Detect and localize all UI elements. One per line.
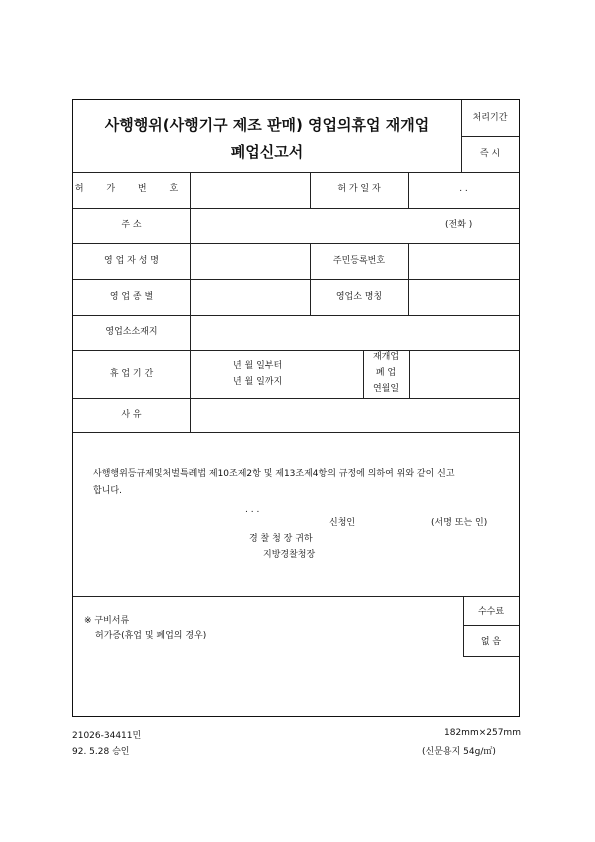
business-location-label: 영업소소재지 [105, 327, 158, 337]
business-type-label: 영 업 종 별 [109, 292, 154, 302]
closure-label: 폐 업 [375, 368, 397, 378]
reason-label: 사 유 [121, 410, 142, 420]
processing-period-value: 즉 시 [479, 149, 501, 159]
recipient-provincial-police: 지방경찰청장 [263, 550, 316, 560]
license-date-label: 허 가 일 자 [337, 184, 381, 194]
processing-period-label: 처리기간 [472, 113, 508, 123]
divider [463, 656, 519, 657]
business-name-label: 영업소 명칭 [335, 292, 383, 302]
resident-number-label: 주민등록번호 [332, 256, 386, 266]
divider [73, 208, 519, 209]
divider [461, 136, 519, 137]
required-document-item: 허가증(휴업 및 폐업의 경우) [95, 631, 207, 641]
fee-value: 없 음 [480, 637, 502, 647]
reopen-label: 재개업 [372, 352, 400, 362]
period-from[interactable]: 년 월 일부터 [233, 361, 283, 371]
address-label: 주 소 [121, 220, 142, 230]
divider [190, 172, 191, 432]
divider [73, 243, 519, 244]
paper-spec: (신문용지 54g/㎡) [422, 747, 496, 757]
license-date-value[interactable]: . . [459, 184, 468, 194]
operator-name-label: 영 업 자 성 명 [104, 256, 159, 266]
signature-label[interactable]: (서명 또는 인) [431, 518, 488, 528]
fee-label: 수수료 [477, 607, 505, 617]
divider [73, 172, 519, 173]
license-number-field[interactable] [190, 184, 310, 195]
divider [73, 315, 519, 316]
period-to[interactable]: 년 월 일까지 [233, 377, 283, 387]
paper-size: 182mm×257mm [444, 728, 521, 738]
phone-label[interactable]: (전화 ) [445, 220, 473, 230]
form-title-line1: 사행행위(사행기구 제조 판매) 영업의휴업 재개업 [104, 116, 430, 134]
form-number: 21026-34411민 [72, 731, 142, 741]
required-documents-title: ※ 구비서류 [84, 616, 130, 626]
approval-date: 92. 5.28 승인 [72, 747, 130, 757]
declaration-text-line2: 합니다. [93, 486, 122, 496]
divider [73, 350, 519, 351]
date-label: 연월일 [372, 384, 400, 394]
recipient-police-chief: 경 찰 청 장 귀하 [249, 534, 313, 544]
divider [73, 398, 519, 399]
license-number-label: 허 가 번 호 [74, 184, 189, 194]
divider [73, 432, 519, 433]
report-form [72, 99, 520, 717]
applicant-label: 신청인 [329, 518, 356, 528]
form-title-line2: 폐업신고서 [230, 143, 304, 161]
divider [463, 625, 519, 626]
declaration-text-line1: 사행행위등규제및처벌특례법 제10조제2항 및 제13조제4항의 규정에 의하여 위와 같이 신고 [93, 469, 455, 479]
divider [73, 596, 519, 597]
declaration-date[interactable]: . . . [245, 505, 260, 515]
divider [409, 350, 410, 398]
divider [73, 279, 519, 280]
suspension-period-label: 휴 업 기 간 [109, 369, 154, 379]
